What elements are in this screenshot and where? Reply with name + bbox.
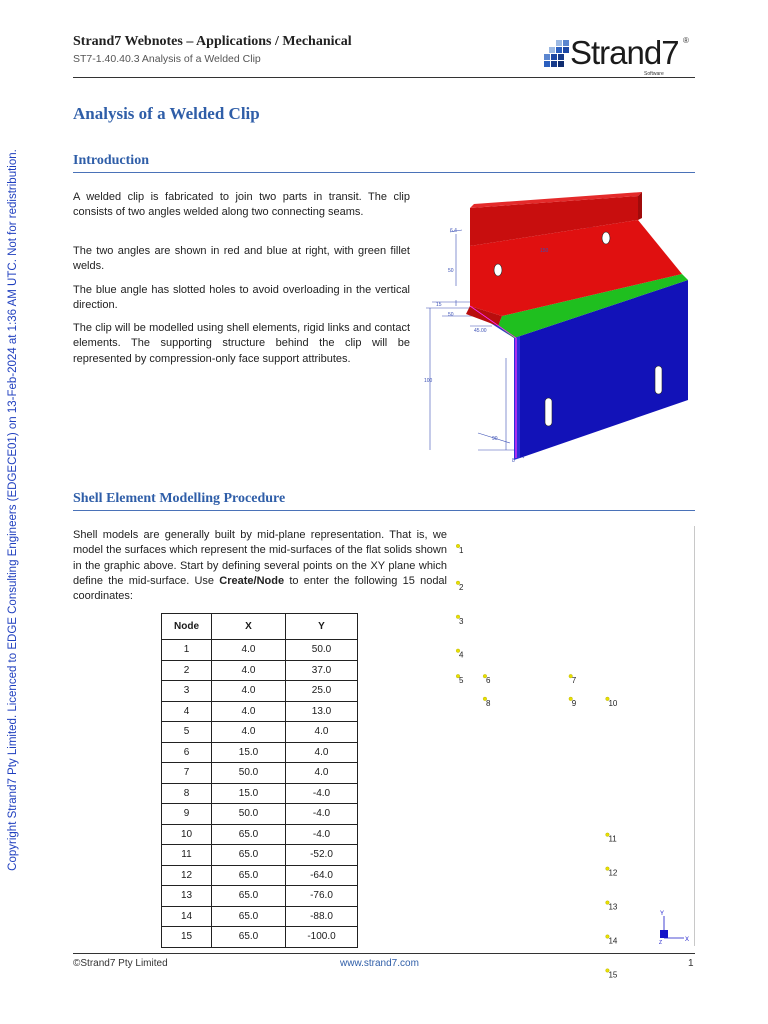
dim-label-4: 15 bbox=[436, 302, 442, 308]
table-row bbox=[162, 865, 358, 886]
cell-y: 50.0 bbox=[286, 640, 358, 661]
header-node: Node bbox=[162, 614, 212, 640]
cell-x: 65.0 bbox=[212, 824, 286, 845]
cell-x: 50.0 bbox=[212, 804, 286, 825]
dim-label-7: 100 bbox=[424, 378, 433, 384]
intro-paragraph-2: The two angles are shown in red and blue at right, with green fillet welds. bbox=[73, 245, 410, 273]
node-label-5: 5 bbox=[459, 676, 464, 686]
dim-label-8: 90 bbox=[492, 436, 498, 442]
cell-x: 65.0 bbox=[212, 886, 286, 907]
table-row bbox=[162, 660, 358, 681]
table-header-row bbox=[162, 614, 358, 640]
cell-x: 4.0 bbox=[212, 640, 286, 661]
cell-node: 2 bbox=[162, 660, 212, 681]
logo-software-label: Software bbox=[644, 71, 664, 77]
node-label-8: 8 bbox=[485, 698, 491, 708]
cell-y: 37.0 bbox=[286, 660, 358, 681]
cell-y: 4.0 bbox=[286, 763, 358, 784]
node-label-2: 2 bbox=[459, 582, 464, 592]
node-label-6: 6 bbox=[485, 676, 491, 686]
cell-y: 25.0 bbox=[286, 681, 358, 702]
x-axis-label: X bbox=[685, 937, 690, 943]
cell-x: 50.0 bbox=[212, 763, 286, 784]
cell-node: 3 bbox=[162, 681, 212, 702]
table-row bbox=[162, 886, 358, 907]
footer-divider bbox=[73, 953, 695, 954]
cell-x: 4.0 bbox=[212, 722, 286, 743]
node-coordinates-table bbox=[161, 613, 358, 948]
logo-squares-icon bbox=[544, 40, 570, 70]
dim-label-2: 50 bbox=[448, 268, 454, 274]
cell-node: 12 bbox=[162, 865, 212, 886]
z-axis-label: Z bbox=[659, 940, 663, 946]
cell-node: 6 bbox=[162, 742, 212, 763]
table-row bbox=[162, 701, 358, 722]
dim-label-3: 150 bbox=[540, 248, 549, 254]
table-row bbox=[162, 722, 358, 743]
cell-node: 13 bbox=[162, 886, 212, 907]
node-label-13: 13 bbox=[608, 902, 618, 912]
cell-y: -4.0 bbox=[286, 824, 358, 845]
shell-para-text-end: to enter the following 15 nodal coordinates: bbox=[73, 574, 447, 603]
cell-x: 4.0 bbox=[212, 660, 286, 681]
header-y: Y bbox=[286, 614, 358, 640]
dim-label-9: 8 bbox=[512, 458, 515, 464]
copyright-sidebar bbox=[2, 130, 24, 890]
logo-registered-mark: ® bbox=[683, 36, 689, 45]
cell-node: 7 bbox=[162, 763, 212, 784]
introduction-heading: Introduction bbox=[73, 153, 149, 168]
dim-label-6: 45.00 bbox=[474, 328, 487, 334]
table-row bbox=[162, 804, 358, 825]
header-title: Strand7 Webnotes – Applications / Mechanical bbox=[73, 34, 352, 49]
cell-x: 65.0 bbox=[212, 906, 286, 927]
cell-x: 65.0 bbox=[212, 927, 286, 948]
shell-procedure-divider bbox=[73, 510, 695, 511]
welded-clip-figure bbox=[420, 188, 695, 470]
cell-y: -64.0 bbox=[286, 865, 358, 886]
node-plot bbox=[454, 526, 695, 980]
introduction-divider bbox=[73, 172, 695, 173]
intro-paragraph-4: The clip will be modelled using shell elements, rigid links and contact elements. The supporting structure behind the clip will be represented by compression-only face support attributes. bbox=[73, 322, 410, 365]
cell-node: 1 bbox=[162, 640, 212, 661]
node-label-9: 9 bbox=[571, 698, 577, 708]
cell-y: -76.0 bbox=[286, 886, 358, 907]
cell-x: 4.0 bbox=[212, 701, 286, 722]
node-label-12: 12 bbox=[608, 868, 618, 878]
cell-y: 13.0 bbox=[286, 701, 358, 722]
table-row bbox=[162, 640, 358, 661]
node-label-14: 14 bbox=[608, 936, 618, 946]
create-node-command: Create/Node bbox=[219, 574, 285, 587]
node-label-15: 15 bbox=[608, 970, 618, 980]
dim-label-1: 6.4 bbox=[450, 228, 457, 234]
shell-procedure-heading: Shell Element Modelling Procedure bbox=[73, 491, 286, 506]
cell-x: 65.0 bbox=[212, 845, 286, 866]
node-label-3: 3 bbox=[459, 616, 464, 626]
table-row bbox=[162, 742, 358, 763]
node-label-1: 1 bbox=[459, 546, 464, 555]
table-row bbox=[162, 845, 358, 866]
axis-triad bbox=[659, 911, 689, 946]
node-label-7: 7 bbox=[571, 676, 577, 686]
footer-website-link[interactable]: www.strand7.com bbox=[340, 958, 419, 969]
page-title: Analysis of a Welded Clip bbox=[73, 104, 260, 123]
table-row bbox=[162, 927, 358, 948]
node-label-10: 10 bbox=[608, 698, 618, 708]
cell-y: 4.0 bbox=[286, 742, 358, 763]
cell-x: 15.0 bbox=[212, 783, 286, 804]
table-row bbox=[162, 824, 358, 845]
cell-y: -88.0 bbox=[286, 906, 358, 927]
header-x: X bbox=[212, 614, 286, 640]
logo-wordmark: Strand7 bbox=[570, 34, 679, 71]
table-row bbox=[162, 681, 358, 702]
cell-y: -52.0 bbox=[286, 845, 358, 866]
cell-node: 11 bbox=[162, 845, 212, 866]
cell-node: 8 bbox=[162, 783, 212, 804]
cell-node: 10 bbox=[162, 824, 212, 845]
header-subtitle: ST7-1.40.40.3 Analysis of a Welded Clip bbox=[73, 53, 261, 65]
cell-node: 5 bbox=[162, 722, 212, 743]
cell-node: 14 bbox=[162, 906, 212, 927]
shell-procedure-paragraph bbox=[73, 528, 447, 604]
footer-copyright: ©Strand7 Pty Limited bbox=[73, 958, 168, 969]
page-number: 1 bbox=[688, 958, 694, 969]
cell-node: 15 bbox=[162, 927, 212, 948]
shell-para-text: Shell models are generally built by mid-plane representation. That is, we model the surfaces which represent the mid-surfaces of the flat solids shown in the graphic above. Start by defining several points on the XY plane which define the mid-surface. Use bbox=[73, 529, 447, 587]
cell-y: -4.0 bbox=[286, 783, 358, 804]
cell-y: 4.0 bbox=[286, 722, 358, 743]
cell-x: 65.0 bbox=[212, 865, 286, 886]
copyright-sidebar-text: Copyright Strand7 Pty Limited. Licenced to EDGE Consulting Engineers (EDGECE01) on 13-Feb-2024 at 1:36 AM UTC. Not for redistribution. bbox=[7, 149, 19, 871]
intro-paragraph-1: A welded clip is fabricated to join two parts in transit. The clip consists of two angles welded along two connecting seams. bbox=[73, 191, 410, 219]
table-row bbox=[162, 906, 358, 927]
node-label-11: 11 bbox=[608, 834, 617, 844]
cell-x: 4.0 bbox=[212, 681, 286, 702]
strand7-logo bbox=[544, 34, 696, 77]
cell-node: 4 bbox=[162, 701, 212, 722]
table-row bbox=[162, 783, 358, 804]
dim-label-5: 50 bbox=[448, 312, 454, 318]
cell-node: 9 bbox=[162, 804, 212, 825]
cell-y: -100.0 bbox=[286, 927, 358, 948]
table-row bbox=[162, 763, 358, 784]
node-label-4: 4 bbox=[459, 650, 464, 660]
y-axis-label: Y bbox=[660, 911, 665, 917]
header-divider bbox=[73, 77, 695, 78]
intro-paragraph-3: The blue angle has slotted holes to avoid overloading in the vertical direction. bbox=[73, 284, 410, 312]
cell-y: -4.0 bbox=[286, 804, 358, 825]
cell-x: 15.0 bbox=[212, 742, 286, 763]
